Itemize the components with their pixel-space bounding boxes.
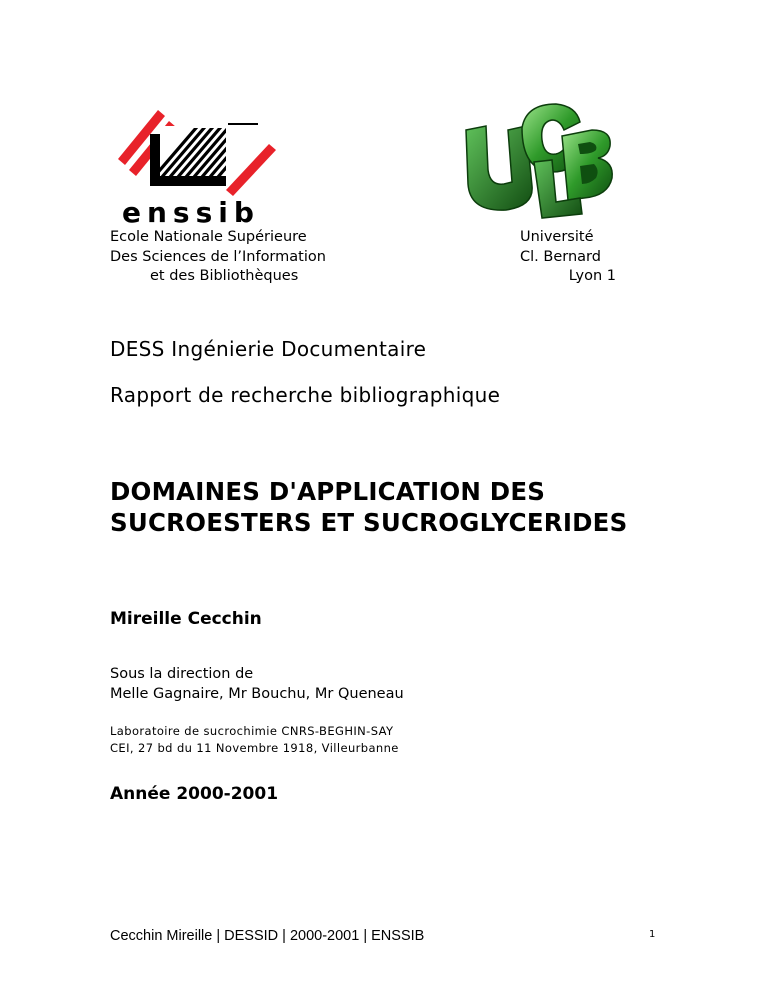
enssib-logo	[108, 104, 288, 228]
ucbl-line-1: Université	[520, 229, 594, 245]
enssib-wordmark: enssib	[122, 196, 260, 228]
ucbl-logo	[452, 100, 617, 220]
enssib-line-3: et des Bibliothèques	[150, 268, 299, 284]
laboratory-line-1: Laboratoire de sucrochimie CNRS-BEGHIN-SAY	[110, 724, 394, 738]
document-title	[110, 476, 627, 538]
ucbl-institution-name	[520, 228, 616, 287]
ucbl-line-3: Lyon 1	[568, 268, 616, 284]
author-name: Mireille Cecchin	[110, 609, 262, 629]
ucbl-letter-b	[562, 130, 612, 200]
program-name: DESS Ingénierie Documentaire	[110, 337, 427, 361]
page-footer: Cecchin Mireille | DESSID | 2000-2001 | ENSSIB	[110, 928, 425, 944]
page-number: 1	[649, 929, 656, 940]
title-line-2: SUCROESTERS ET SUCROGLYCERIDES	[110, 508, 628, 537]
report-type: Rapport de recherche bibliographique	[110, 383, 501, 407]
enssib-institution-name	[110, 228, 326, 287]
laboratory	[110, 723, 399, 757]
academic-year: Année 2000-2001	[110, 784, 279, 804]
supervision	[110, 665, 404, 704]
laboratory-line-2: CEI, 27 bd du 11 Novembre 1918, Villeurbanne	[110, 741, 399, 755]
ucbl-line-2: Cl. Bernard	[520, 248, 601, 265]
supervision-line-1: Sous la direction de	[110, 666, 254, 682]
title-line-1: DOMAINES D'APPLICATION DES	[110, 477, 546, 506]
supervision-line-2: Melle Gagnaire, Mr Bouchu, Mr Queneau	[110, 685, 404, 702]
enssib-line-1: Ecole Nationale Supérieure	[110, 229, 307, 245]
enssib-line-2: Des Sciences de l’Information	[110, 248, 326, 265]
